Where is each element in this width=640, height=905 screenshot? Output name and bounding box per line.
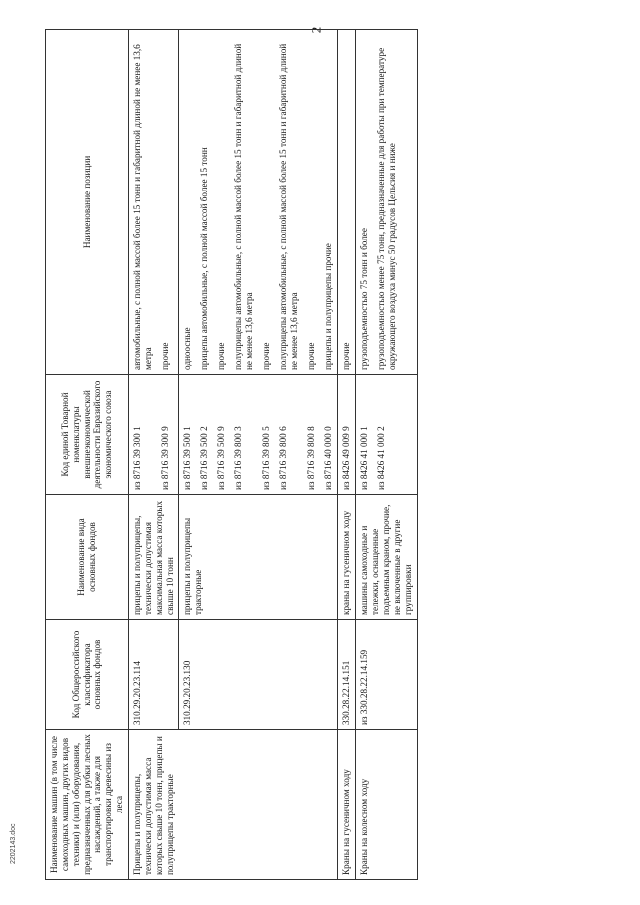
table-row bbox=[356, 30, 417, 880]
table-row bbox=[338, 30, 356, 880]
position-name: прочие bbox=[261, 342, 272, 370]
tnved-code: из 8716 39 800 3 bbox=[233, 426, 244, 490]
header-machine: Наименование машин (в том числе самоходных машин, других видов техники) и (или) оборудования, предназначенных для рубки лесных насаждений, а также для транспортировки древесины из леса bbox=[46, 730, 129, 880]
footer-doc-name: 2202143.doc bbox=[10, 823, 17, 864]
tnved-code-cell bbox=[356, 375, 417, 495]
header-tnved-code: Код единой Товарной номенклатуры внешнеэкономической деятельности Евразийского экономического союза bbox=[46, 375, 129, 495]
equipment-table bbox=[45, 26, 418, 880]
tnved-code: из 8716 39 300 1 bbox=[132, 426, 143, 490]
position-name-cell bbox=[179, 30, 338, 375]
tnved-code: из 8716 40 000 0 bbox=[323, 426, 334, 490]
header-okof-code: Код Общероссийского классификатора основных фондов bbox=[46, 620, 129, 730]
fund-type-cell: прицепы и полуприцепы, технически допустимая максимальная масса которых свыше 10 тонн bbox=[129, 495, 179, 620]
tnved-code: из 8716 39 800 5 bbox=[261, 426, 272, 490]
page-number: 2 bbox=[308, 26, 324, 34]
fund-type-cell: машины самоходные и тележки, оснащенные подъемным краном, прочие, не включенные в другие группировки bbox=[356, 495, 417, 620]
okof-code-cell: из 330.28.22.14.159 bbox=[356, 620, 417, 730]
tnved-code: из 8426 49 009 9 bbox=[341, 426, 352, 490]
position-name: прочие bbox=[160, 342, 171, 370]
fund-type-cell: краны на гусеничном ходу bbox=[338, 495, 356, 620]
tnved-code: из 8716 39 500 9 bbox=[216, 426, 227, 490]
okof-code-cell: 310.29.20.23.130 bbox=[179, 620, 338, 730]
position-name: грузоподъемностью 75 тонн и более bbox=[359, 228, 370, 370]
position-name: грузоподъемностью менее 75 тонн, предназначенные для работы при температуре окружающего воздуха минус 50 градусов Цельсия и ниже bbox=[376, 47, 398, 370]
okof-code-cell: 330.28.22.14.151 bbox=[338, 620, 356, 730]
tnved-code: из 8716 39 800 6 bbox=[278, 426, 289, 490]
table-header-row bbox=[46, 30, 129, 880]
tnved-code: из 8716 39 500 1 bbox=[182, 426, 193, 490]
machine-name-cell: Прицепы и полуприцепы, технически допустимая масса которых свыше 10 тонн, прицепы и полуприцепы тракторные bbox=[129, 730, 338, 880]
position-name: полуприцепы автомобильные, с полной массой более 15 тонн и габаритной длиной не менее 13,6 метра bbox=[233, 43, 255, 370]
position-name: полуприцепы автомобильные, с полной массой более 15 тонн и габаритной длиной не менее 13,6 метра bbox=[278, 43, 300, 370]
tnved-code: из 8716 39 500 2 bbox=[199, 426, 210, 490]
position-name: прочие bbox=[306, 342, 317, 370]
position-name-cell bbox=[338, 30, 356, 375]
position-name: одноосные bbox=[182, 327, 193, 370]
tnved-code: из 8426 41 000 2 bbox=[376, 426, 387, 490]
position-name: прочие bbox=[341, 342, 352, 370]
position-name-cell bbox=[129, 30, 179, 375]
header-position: Наименование позиции bbox=[46, 30, 129, 375]
table-row bbox=[129, 30, 179, 880]
tnved-code-cell bbox=[338, 375, 356, 495]
tnved-code: из 8716 39 300 9 bbox=[160, 426, 171, 490]
okof-code-cell: 310.29.20.23.114 bbox=[129, 620, 179, 730]
machine-name-cell: Краны на гусеничном ходу bbox=[338, 730, 356, 880]
rotated-page bbox=[45, 20, 625, 880]
tnved-code: из 8716 39 800 8 bbox=[306, 426, 317, 490]
position-name: автомобильные, с полной массой более 15 тонн и габаритной длиной не менее 13,6 метра bbox=[132, 44, 153, 370]
position-name: прицепы и полуприцепы прочие bbox=[323, 243, 334, 370]
position-name: прицепы автомобильные, с полной массой более 15 тонн bbox=[199, 147, 210, 370]
tnved-code: из 8426 41 000 1 bbox=[359, 426, 370, 490]
tnved-code-cell bbox=[179, 375, 338, 495]
machine-name-cell: Краны на колесном ходу bbox=[356, 730, 417, 880]
position-name-cell bbox=[356, 30, 417, 375]
tnved-code-cell bbox=[129, 375, 179, 495]
header-fund-type: Наименование вида основных фондов bbox=[46, 495, 129, 620]
fund-type-cell: прицепы и полуприцепы тракторные bbox=[179, 495, 338, 620]
position-name: прочие bbox=[216, 342, 227, 370]
